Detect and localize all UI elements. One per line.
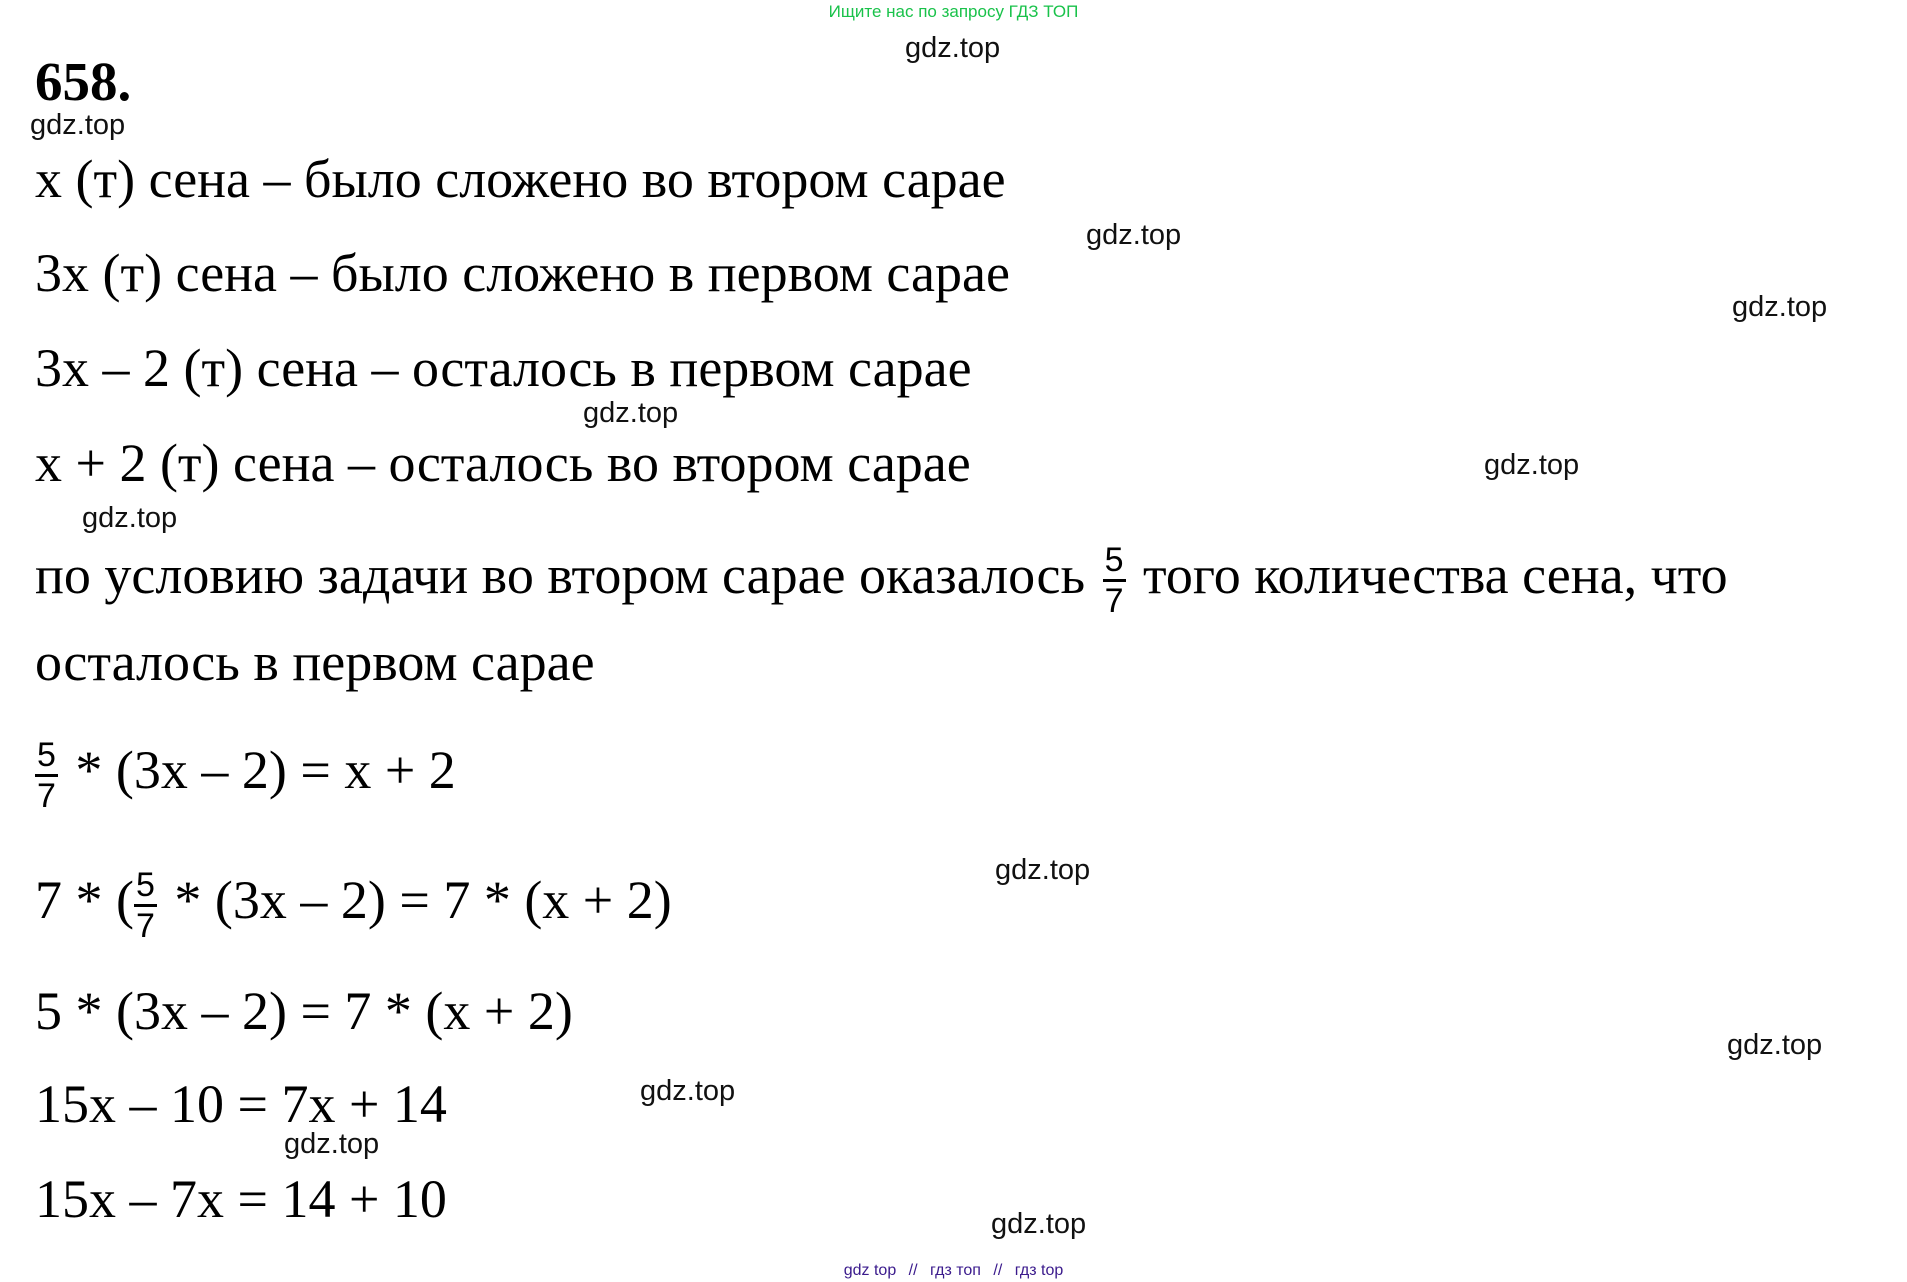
watermark: gdz.top — [82, 502, 178, 534]
fraction-numerator: 5 — [35, 738, 58, 777]
watermark: gdz.top — [30, 109, 126, 141]
statement-line-1: x (т) сена – было сложено во втором сарае — [35, 149, 1006, 209]
fraction-denominator: 7 — [1104, 582, 1124, 621]
watermark: gdz.top — [284, 1128, 380, 1160]
equation-5: 15x – 7x = 14 + 10 — [35, 1169, 447, 1229]
watermark: gdz.top — [1086, 219, 1182, 251]
equation-3: 5 * (3x – 2) = 7 * (x + 2) — [35, 981, 573, 1041]
condition-text-after: того количества сена, что — [1143, 545, 1728, 605]
search-banner: Ищите нас по запросу ГДЗ ТОП — [828, 2, 1079, 21]
equation-2-prefix: 7 * ( — [35, 870, 134, 930]
statement-line-4: x + 2 (т) сена – осталось во втором сарае — [35, 433, 971, 493]
fraction — [134, 866, 157, 946]
watermark: gdz.top — [995, 854, 1091, 886]
fraction-numerator: 5 — [134, 868, 157, 907]
statement-line-3: 3x – 2 (т) сена – осталось в первом сарае — [35, 338, 972, 398]
footer-separator: // — [908, 1262, 918, 1279]
equation-4: 15x – 10 = 7x + 14 — [35, 1074, 447, 1134]
condition-line — [35, 525, 1728, 625]
fraction — [1103, 541, 1126, 621]
equation-1 — [35, 720, 456, 820]
fraction — [35, 736, 58, 816]
watermark: gdz.top — [905, 32, 1001, 64]
task-number: 658. — [35, 51, 132, 112]
equation-2 — [35, 850, 672, 950]
watermark: gdz.top — [991, 1208, 1087, 1240]
watermark: gdz.top — [1732, 291, 1828, 323]
fraction-numerator: 5 — [1103, 543, 1126, 582]
watermark: gdz.top — [583, 397, 679, 429]
fraction-denominator: 7 — [37, 777, 56, 816]
watermark: gdz.top — [1484, 449, 1580, 481]
footer-separator: // — [993, 1262, 1003, 1279]
footer-link-gdz-top-mixed[interactable]: гдз top — [1014, 1262, 1064, 1279]
footer-link-gdz-top[interactable]: gdz top — [843, 1262, 897, 1279]
footer-links — [0, 1262, 1907, 1280]
watermark: gdz.top — [1727, 1029, 1823, 1061]
watermark: gdz.top — [640, 1075, 736, 1107]
fraction-denominator: 7 — [135, 907, 155, 946]
condition-line-2: осталось в первом сарае — [35, 632, 595, 692]
equation-1-rest: * (3x – 2) = x + 2 — [75, 740, 456, 800]
equation-2-rest: * (3x – 2) = 7 * (x + 2) — [174, 870, 672, 930]
condition-text-before: по условию задачи во втором сарае оказалось — [35, 545, 1086, 605]
footer-link-gdz-top-ru[interactable]: гдз топ — [930, 1262, 981, 1279]
statement-line-2: 3x (т) сена – было сложено в первом сарае — [35, 243, 1010, 303]
